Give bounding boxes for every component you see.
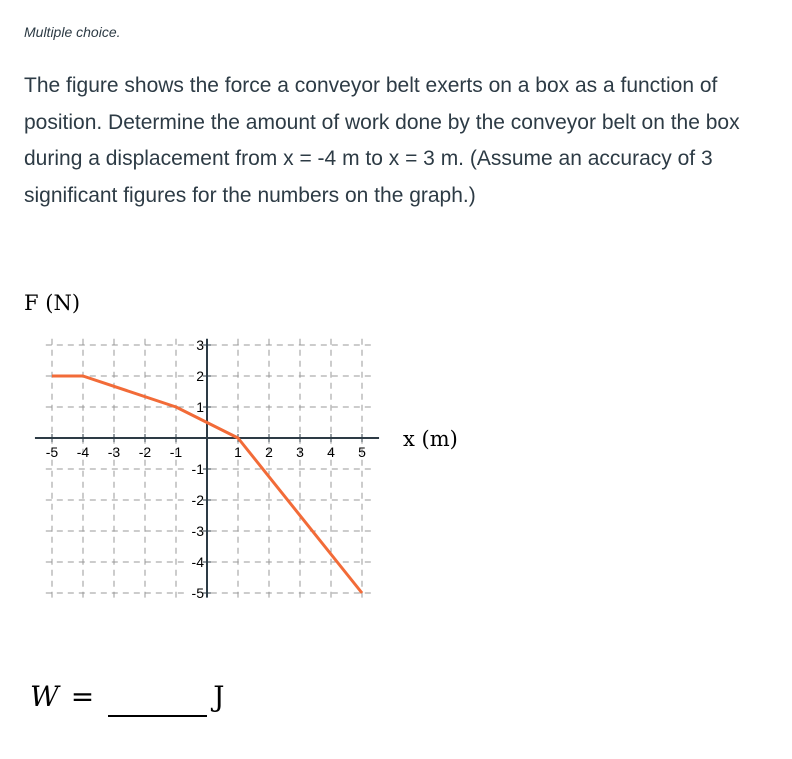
x-tick-label: -4 bbox=[76, 444, 90, 460]
question-prompt: The figure shows the force a conveyor belt exerts on a box as a function of position. Determine the amount of work done by the conveyor belt on the box during a displacement from x = -4 m to x = 3 m. (Assume an accuracy of 3 significant figures for the numbers on the graph.) bbox=[24, 74, 740, 207]
y-axis-label: F (N) bbox=[24, 291, 81, 315]
unit-label: J bbox=[213, 680, 225, 713]
answer-row bbox=[30, 680, 224, 717]
x-tick-label: -2 bbox=[138, 444, 152, 460]
work-variable: W bbox=[30, 680, 59, 713]
x-tick-label: 5 bbox=[358, 444, 366, 460]
x-tick-label: -5 bbox=[45, 444, 59, 460]
x-axis-label: x (m) bbox=[403, 427, 458, 451]
force-position-graph bbox=[0, 285, 500, 620]
work-answer-input[interactable] bbox=[108, 687, 207, 717]
y-tick-label: -1 bbox=[191, 461, 204, 477]
y-tick-label: 1 bbox=[196, 399, 204, 415]
equals-sign: = bbox=[70, 680, 95, 713]
y-tick-label: -5 bbox=[191, 585, 204, 601]
x-tick-label: 3 bbox=[296, 444, 304, 460]
y-tick-label: 3 bbox=[196, 337, 204, 353]
x-tick-label: 4 bbox=[327, 444, 335, 460]
grid bbox=[46, 339, 372, 598]
y-tick-label: -3 bbox=[191, 523, 204, 539]
x-tick-label: 1 bbox=[234, 444, 242, 460]
x-tick-label: -1 bbox=[169, 444, 183, 460]
y-tick-label: -2 bbox=[191, 492, 204, 508]
chart-svg bbox=[0, 285, 500, 615]
x-tick-label: 2 bbox=[265, 444, 273, 460]
y-tick-label: 2 bbox=[196, 368, 204, 384]
x-tick-label: -3 bbox=[107, 444, 121, 460]
question-type-label: Multiple choice. bbox=[24, 24, 121, 40]
y-tick-label: -4 bbox=[191, 554, 204, 570]
